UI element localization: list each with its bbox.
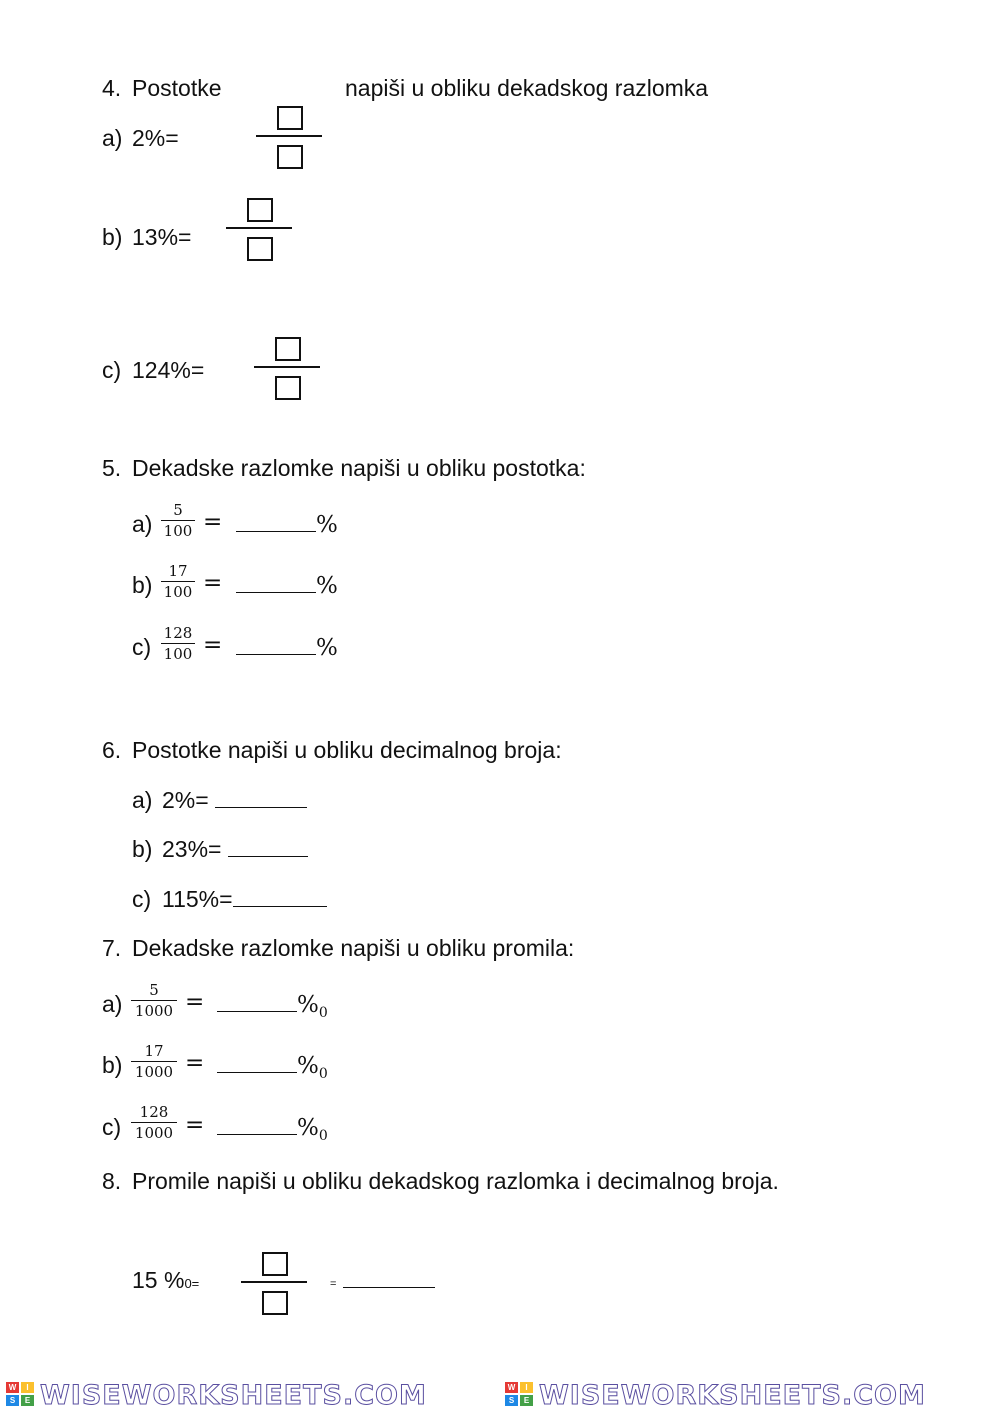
q4b-fraction-bar	[226, 227, 292, 229]
q5-item-b-letter: b)	[132, 572, 153, 598]
q7c-answer	[217, 1113, 328, 1150]
q5c-denominator: 100	[163, 645, 193, 663]
q4-title-part1: Postotke	[132, 75, 222, 101]
q6-item-c	[132, 885, 327, 913]
q7c-blank[interactable]	[217, 1114, 297, 1135]
q7b-suffix: %	[297, 1053, 319, 1079]
q8-number: 8.	[102, 1168, 122, 1194]
q8-title: Promile napiši u obliku dekadskog razlomka i decimalnog broja.	[132, 1168, 779, 1194]
q7-item-c-fraction	[131, 1104, 177, 1142]
q6c-letter: c)	[132, 886, 152, 912]
q4-title-part2: napiši u obliku dekadskog razlomka	[345, 75, 709, 101]
brand-logo-text-2: WISEWORKSHEETS.COM	[539, 1380, 926, 1411]
q5b-equals: =	[203, 570, 223, 596]
q5a-blank[interactable]	[236, 511, 316, 532]
q4-item-a-letter: a)	[102, 125, 123, 151]
q7c-numerator: 128	[139, 1103, 169, 1121]
q5b-answer	[236, 571, 338, 600]
q4-item-a	[102, 124, 179, 152]
mark-letter-i: I	[21, 1382, 34, 1393]
q7b-suffix-sub: 0	[318, 1066, 328, 1082]
q7-heading	[102, 934, 574, 962]
q5a-denominator: 100	[163, 522, 193, 540]
q5b-blank[interactable]	[236, 572, 316, 593]
q5c-numerator: 128	[163, 624, 193, 642]
mark-letter-i-2: I	[520, 1382, 533, 1393]
q4-item-b-text: 13%=	[132, 224, 192, 250]
q6a-letter: a)	[132, 787, 153, 813]
q8-value-text: 15 %	[132, 1267, 185, 1293]
q8-equals: =	[330, 1278, 337, 1290]
q5a-equals: =	[203, 509, 223, 535]
mark-letter-s: S	[6, 1395, 19, 1406]
q4-item-c-letter: c)	[102, 357, 122, 383]
q5-item-c-fraction	[161, 625, 195, 663]
brand-mark-icon	[6, 1382, 36, 1408]
q5-number: 5.	[102, 455, 122, 481]
q7-item-b-fraction	[131, 1043, 177, 1081]
q7b-denominator: 1000	[134, 1063, 174, 1081]
q5-item-a-fraction	[161, 502, 195, 540]
q4-item-c-text: 124%=	[132, 357, 205, 383]
q7c-suffix: %	[297, 1115, 319, 1141]
q7c-equals: =	[185, 1112, 205, 1138]
q7-title: Dekadske razlomke napiši u obliku promila:	[132, 935, 575, 961]
q5a-answer	[236, 510, 338, 539]
q6c-blank[interactable]	[233, 886, 327, 907]
q7-item-b-letter: b)	[102, 1052, 123, 1078]
q6b-letter: b)	[132, 836, 153, 862]
q8-blank[interactable]	[343, 1267, 435, 1288]
mark-letter-w-2: W	[505, 1382, 518, 1393]
q7a-denominator: 1000	[134, 1002, 174, 1020]
q7-item-c-letter: c)	[102, 1114, 122, 1140]
q4-item-a-text: 2%=	[132, 125, 179, 151]
q5-heading	[102, 454, 586, 482]
q5c-answer	[236, 633, 338, 662]
q6-item-a	[132, 786, 307, 814]
q5a-numerator: 5	[173, 501, 183, 519]
q6-number: 6.	[102, 737, 122, 763]
q4c-denominator-box[interactable]	[275, 376, 301, 400]
q4-item-b-letter: b)	[102, 224, 123, 250]
q5-title: Dekadske razlomke napiši u obliku postotka:	[132, 455, 586, 481]
q8-heading	[102, 1167, 779, 1195]
q4-heading	[102, 74, 222, 102]
q5c-equals: =	[203, 632, 223, 658]
q6-heading	[102, 736, 562, 764]
q7-number: 7.	[102, 935, 122, 961]
mark-letter-e-2: E	[520, 1395, 533, 1406]
q8-numerator-box[interactable]	[262, 1252, 288, 1276]
brand-logo-text: WISEWORKSHEETS.COM	[40, 1380, 427, 1411]
q8-value	[132, 1266, 199, 1298]
q5c-blank[interactable]	[236, 634, 316, 655]
q5b-denominator: 100	[163, 583, 193, 601]
q4a-fraction-bar	[256, 135, 322, 137]
q8-value-sub: 0=	[184, 1276, 200, 1291]
mark-letter-s-2: S	[505, 1395, 518, 1406]
q6b-text: 23%=	[162, 836, 222, 862]
q7c-denominator: 1000	[134, 1124, 174, 1142]
q7a-blank[interactable]	[217, 991, 297, 1012]
q4-item-c	[102, 356, 204, 384]
q6c-text: 115%=	[162, 886, 233, 912]
q7a-numerator: 5	[149, 981, 159, 999]
q7a-equals: =	[185, 989, 205, 1015]
q7-item-a-fraction	[131, 982, 177, 1020]
mark-letter-e: E	[21, 1395, 34, 1406]
q5-item-b-fraction	[161, 563, 195, 601]
q8-fraction-bar	[241, 1281, 307, 1283]
q5b-numerator: 17	[168, 562, 188, 580]
q5c-suffix: %	[316, 635, 338, 661]
q5-item-a-letter: a)	[132, 511, 153, 537]
q5a-suffix: %	[316, 512, 338, 538]
q7b-blank[interactable]	[217, 1052, 297, 1073]
q6b-blank[interactable]	[228, 836, 308, 857]
q4b-numerator-box[interactable]	[247, 198, 273, 222]
q4c-fraction-bar	[254, 366, 320, 368]
q4b-denominator-box[interactable]	[247, 237, 273, 261]
q4-item-b	[102, 223, 191, 251]
q5-item-c-letter: c)	[132, 634, 152, 660]
q4c-numerator-box[interactable]	[275, 337, 301, 361]
q7b-answer	[217, 1051, 328, 1088]
q4a-denominator-box[interactable]	[277, 145, 303, 169]
q7b-numerator: 17	[144, 1042, 164, 1060]
q8-answer	[343, 1266, 435, 1294]
q6-title: Postotke napiši u obliku decimalnog broja:	[132, 737, 562, 763]
q7a-suffix: %	[297, 992, 319, 1018]
footer-watermark	[0, 1376, 1000, 1413]
mark-letter-w: W	[6, 1382, 19, 1393]
q4-number: 4.	[102, 75, 122, 101]
q6a-text: 2%=	[162, 787, 209, 813]
q6a-blank[interactable]	[215, 787, 307, 808]
q7b-equals: =	[185, 1050, 205, 1076]
q7a-answer	[217, 990, 328, 1027]
q7a-suffix-sub: 0	[318, 1005, 328, 1021]
q4a-numerator-box[interactable]	[277, 106, 303, 130]
q6-item-b	[132, 835, 308, 863]
q7-item-a-letter: a)	[102, 991, 123, 1017]
q8-denominator-box[interactable]	[262, 1291, 288, 1315]
q5b-suffix: %	[316, 573, 338, 599]
q7c-suffix-sub: 0	[318, 1128, 328, 1144]
brand-mark-icon-2	[505, 1382, 535, 1408]
